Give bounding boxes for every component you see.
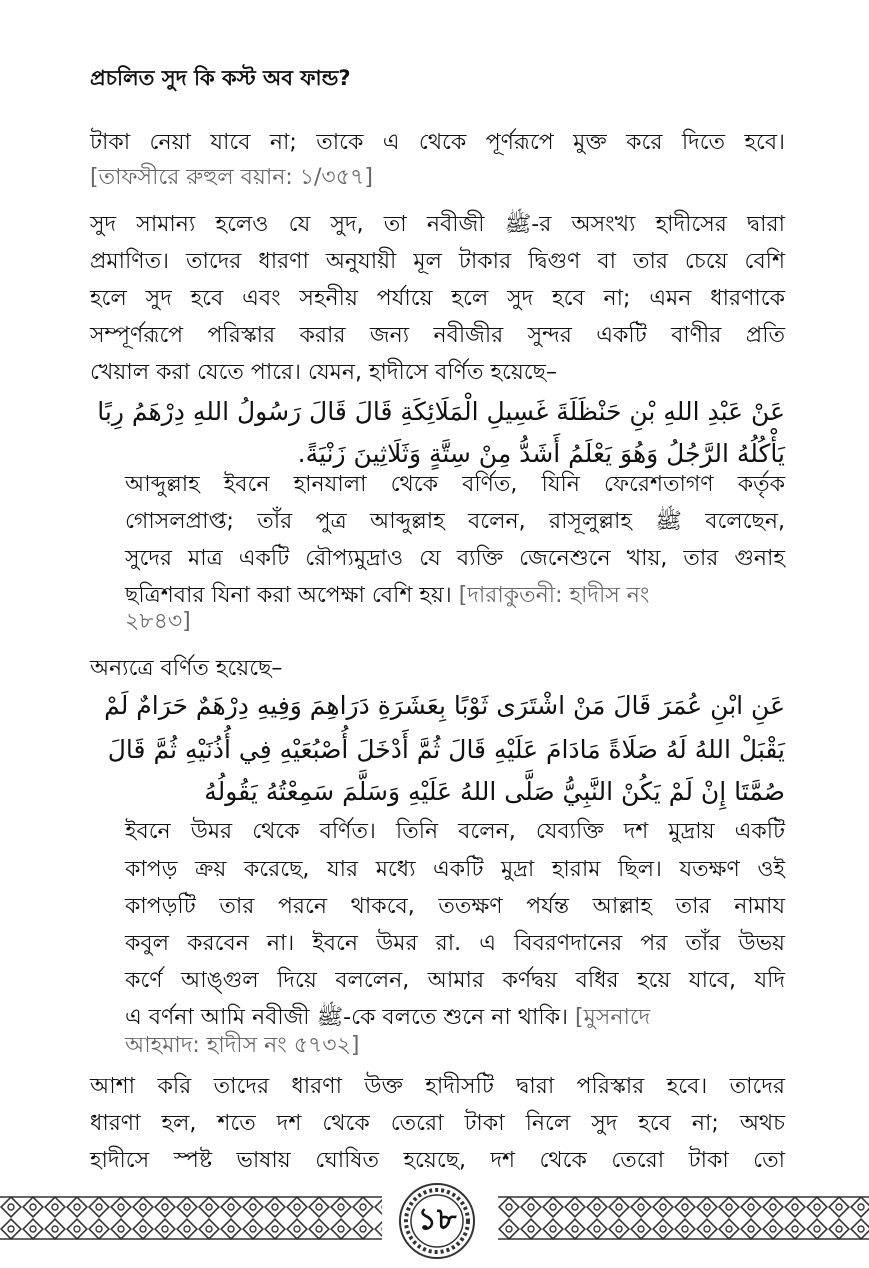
paragraph-2-line-2: প্রমাণিত। তাদের ধারণা অনুযায়ী মূল টাকার দ্বিগুণ বা তার চেয়ে বেশি (90, 249, 785, 274)
hadith-2-translation-line-6 (125, 1003, 785, 1033)
reference-musnad-number: আহমাদ: হাদীস নং ৫৭৩২] (125, 1033, 360, 1058)
hadith-2-translation-line-5: কর্ণে আঙ্গুল দিয়ে বললেন, আমার কর্ণদ্বয় বধির হয়ে যাবে, যদি (125, 968, 785, 993)
intro-hadith-2: অন্যত্রে বর্ণিত হয়েছে– (90, 656, 283, 681)
decorative-border-right (498, 1196, 869, 1240)
reference-daraqutni-number: ২৮৪৩] (125, 609, 191, 634)
hadith-1-translation-line-4 (125, 581, 785, 611)
paragraph-3-line-2: ধারণা হল, শতে দশ থেকে তেরো টাকা নিলে সুদ হবে না; অথচ (90, 1111, 785, 1136)
reference-daraqutni: [দারাকুতনী: হাদীস নং (458, 583, 650, 608)
paragraph-2-line-4: সম্পূর্ণরূপে পরিস্কার করার জন্য নবীজীর সুন্দর একটি বাণীর প্রতি (90, 323, 785, 348)
footer-ornament (0, 1178, 869, 1268)
hadith-2-arabic-line-1: عَنِ ابْنِ عُمَرَ قَالَ مَنْ اشْتَرَى ثَوْبًا بِعَشَرَةِ دَرَاهِمَ وَفِيهِ دِرْهَمٌ حَرَامٌ لَمْ (104, 691, 785, 720)
paragraph-2-line-5: খেয়াল করা যেতে পারে। যেমন, হাদীসে বর্ণিত হয়েছে– (90, 360, 557, 385)
paragraph-3-line-1: আশা করি তাদের ধারণা উক্ত হাদীসটি দ্বারা পরিস্কার হবে। তাদের (90, 1074, 785, 1099)
paragraph-2-line-1: সুদ সামান্য হলেও যে সুদ, তা নবীজী ﷺ-র অসংখ্য হাদীসের দ্বারা (90, 212, 785, 237)
hadith-2-arabic-line-2: يَقْبَلْ اللهُ لَهُ صَلَاةً مَادَامَ عَلَيْهِ قَالَ ثُمَّ أَدْخَلَ أُصْبُعَيْهِ فِي أُذُنَيْهِ ثُمَّ قَالَ (107, 735, 785, 764)
hadith-1-translation-line-1: আব্দুল্লাহ ইবনে হানযালা থেকে বর্ণিত, যিনি ফেরেশতাগণ কর্তৃক (125, 472, 785, 497)
hadith-1-arabic-line-1: عَنْ عَبْدِ اللهِ بْنِ حَنْظَلَةَ غَسِيلِ الْمَلَائِكَةِ قَالَ قَالَ رَسُولُ اللهِ دِرْهَمُ رِبًا (97, 397, 785, 426)
hadith-2-translation-text: এ বর্ণনা আমি নবীজী ﷺ-কে বলতে শুনে না থাকি। (125, 1005, 568, 1030)
hadith-2-arabic-line-3: صُمَّتَا إِنْ لَمْ يَكُنْ النَّبِيُّ صَلَّى اللهُ عَلَيْهِ وَسَلَّمَ سَمِعْتُهُ يَقُولُهُ (204, 777, 785, 806)
paragraph-3-line-3: হাদীসে স্পষ্ট ভাষায় ঘোষিত হয়েছে, দশ থেকে তেরো টাকা তো (90, 1148, 785, 1173)
hadith-1-arabic-line-2: يَأْكُلُهُ الرَّجُلُ وَهُوَ يَعْلَمُ أَشَدُّ مِنْ سِتَّةٍ وَثَلَاثِينَ زَنْيَةً. (297, 439, 785, 468)
hadith-1-translation-line-2: গোসলপ্রাপ্ত; তাঁর পুত্র আব্দুল্লাহ বলেন, রাসূলুল্লাহ ﷺ বলেছেন, (125, 509, 785, 534)
hadith-2-translation-line-1: ইবনে উমর থেকে বর্ণিত। তিনি বলেন, যেব্যক্তি দশ মুদ্রায় একটি (125, 819, 785, 844)
hadith-2-translation-line-2: কাপড় ক্রয় করেছে, যার মধ্যে একটি মুদ্রা হারাম ছিল। যতক্ষণ ওই (125, 857, 785, 882)
reference-musnad: [মুসনাদে (575, 1005, 651, 1030)
hadith-1-translation-line-3: সুদের মাত্র একটি রৌপ্যমুদ্রাও যে ব্যক্তি জেনেশুনে খায়, তার গুনাহ (125, 546, 785, 571)
hadith-1-translation-text: ছত্রিশবার যিনা করা অপেক্ষা বেশি হয়। (125, 583, 452, 608)
hadith-2-translation-line-3: কাপড়টি তার পরনে থাকবে, ততক্ষণ পর্যন্ত আল্লাহ তার নামায (125, 894, 785, 919)
paragraph-1-line-1: টাকা নেয়া যাবে না; তাকে এ থেকে পূর্ণরূপে মুক্ত করে দিতে হবে। (90, 130, 785, 155)
hadith-2-translation-line-4: কবুল করবেন না। ইবনে উমর রা. এ বিবরণদানের পর তাঁর উভয় (125, 931, 785, 956)
reference-tafsir: [তাফসীরে রুহুল বয়ান: ১/৩৫৭] (90, 165, 373, 190)
page-number: ১৮ (417, 1202, 457, 1237)
paragraph-2-line-3: হলে সুদ হবে এবং সহনীয় পর্যায়ে হলে সুদ হবে না; এমন ধারণাকে (90, 286, 785, 311)
running-head: প্রচলিত সুদ কি কস্ট অব ফান্ড? (90, 66, 351, 90)
decorative-border-left (0, 1196, 382, 1240)
